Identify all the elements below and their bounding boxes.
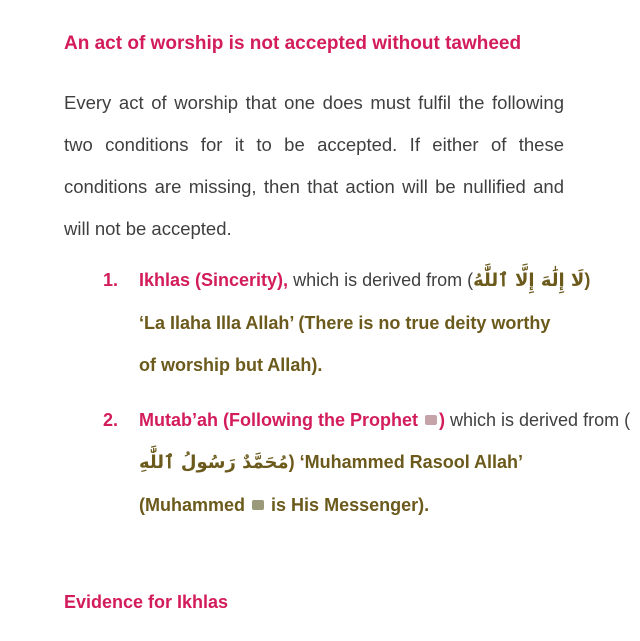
list-item-2 xyxy=(139,399,631,526)
list-item-1 xyxy=(139,259,591,386)
item-2-translation xyxy=(139,441,562,526)
section-heading: An act of worship is not accepted without tawheed xyxy=(64,33,522,54)
item-2-title: Mutab’ah (Following the Prophet xyxy=(139,410,418,430)
item-2-title-close: ) xyxy=(439,410,445,430)
item-1-title: Ikhlas (Sincerity), xyxy=(139,270,289,290)
item-2-arabic: مُحَمَّدٌ رَسُولُ ٱللَّٰهِ xyxy=(139,452,289,473)
evidence-heading: Evidence for Ikhlas xyxy=(64,592,229,612)
salawat-icon xyxy=(425,415,437,425)
list-number-2: 2. xyxy=(103,410,119,430)
intro-paragraph: Every act of worship that one does must fulfil the following two conditions for it to be accepted. If either of these conditions are missing, then that action will be nullified and will not be accepted. xyxy=(64,92,564,239)
salawat-icon-2 xyxy=(252,500,264,510)
item-1-translation: ‘La Ilaha Illa Allah’ (There is no true deity worthy of worship but Allah). xyxy=(139,313,551,375)
list-number-1: 1. xyxy=(103,270,119,290)
item-2-translation-b: is His Messenger). xyxy=(271,495,430,515)
item-1-close-paren: ) xyxy=(584,270,591,290)
item-2-translation-a: ‘Muhammed Rasool Allah’ (Muhammed xyxy=(139,452,523,515)
item-1-derived: which is derived from ( xyxy=(293,270,474,290)
item-2-close-paren: ) xyxy=(288,452,295,472)
item-2-derived: which is derived from ( xyxy=(450,410,631,430)
item-1-arabic: لَا إِلَٰهَ إِلَّا ٱللَّٰهُ xyxy=(473,270,585,291)
